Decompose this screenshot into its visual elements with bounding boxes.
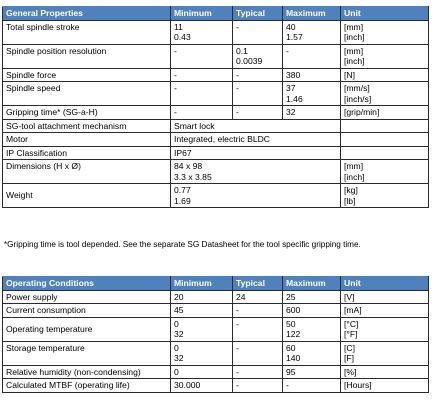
table-cell: Calculated MTBF (operating life) <box>3 379 171 393</box>
table-cell: SG-tool attachment mechanism <box>3 119 171 133</box>
table-cell: 11 0.43 <box>171 20 233 44</box>
table-row <box>3 119 429 133</box>
table-header-row <box>3 7 429 21</box>
table-cell: [mm] [inch] <box>341 44 429 68</box>
table-cell: - <box>233 379 283 393</box>
table-cell: 84 x 98 3.3 x 3.85 <box>171 160 341 184</box>
table-cell: 0.77 1.69 <box>171 184 341 208</box>
table-cell: - <box>171 68 233 82</box>
table-cell: 40 1.57 <box>283 20 341 44</box>
table-cell: Relative humidity (non-condensing) <box>3 365 171 379</box>
table-row <box>3 44 429 68</box>
table-cell: 0 32 <box>171 317 233 341</box>
table-row <box>3 146 429 160</box>
header-cell: Typical <box>233 7 283 21</box>
table-cell: [mA] <box>341 304 429 318</box>
table-cell: [mm] [inch] <box>341 20 429 44</box>
table-cell <box>341 119 429 133</box>
table-cell: 45 <box>171 304 233 318</box>
general-properties-table <box>2 6 429 208</box>
table-row <box>3 133 429 147</box>
footnote: *Gripping time is tool depended. See the separate SG Datasheet for the tool specific gripping time. <box>4 240 361 249</box>
table-cell: - <box>233 365 283 379</box>
table-row <box>3 160 429 184</box>
table-cell: - <box>233 82 283 106</box>
table-cell: 25 <box>283 290 341 304</box>
table-row <box>3 290 429 304</box>
table-cell: [mm] [inch] <box>341 160 429 184</box>
table-cell: 0.1 0.0039 <box>233 44 283 68</box>
table-row <box>3 82 429 106</box>
table-cell: Storage temperature <box>3 341 171 365</box>
table-cell: [°C] [°F] <box>341 317 429 341</box>
table-row <box>3 317 429 341</box>
table-cell: [kg] [lb] <box>341 184 429 208</box>
table-row <box>3 106 429 120</box>
table-cell <box>341 146 429 160</box>
table-cell: Current consumption <box>3 304 171 318</box>
table-row <box>3 184 429 208</box>
table-cell: Operating temperature <box>3 317 171 341</box>
table-cell: Total spindle stroke <box>3 20 171 44</box>
header-cell: Unit <box>341 277 429 291</box>
header-cell: Minimum <box>171 277 233 291</box>
header-cell: Unit <box>341 7 429 21</box>
table-cell: - <box>283 379 341 393</box>
table-cell: IP67 <box>171 146 341 160</box>
table-cell: 37 1.46 <box>283 82 341 106</box>
table-cell: 32 <box>283 106 341 120</box>
table-header-row <box>3 277 429 291</box>
table-cell: 380 <box>283 68 341 82</box>
table-cell: Power supply <box>3 290 171 304</box>
table-cell: Spindle position resolution <box>3 44 171 68</box>
table-cell: 0 <box>171 365 233 379</box>
header-cell: General Properties <box>3 7 171 21</box>
table-cell: - <box>171 106 233 120</box>
header-cell: Minimum <box>171 7 233 21</box>
table-cell: Gripping time* (SG-a-H) <box>3 106 171 120</box>
table-row <box>3 341 429 365</box>
table-cell: - <box>233 68 283 82</box>
table-cell: [%] <box>341 365 429 379</box>
operating-conditions-table <box>2 276 429 393</box>
header-cell: Maximum <box>283 277 341 291</box>
table-cell: [Hours] <box>341 379 429 393</box>
table-cell <box>341 133 429 147</box>
table-cell: [V] <box>341 290 429 304</box>
table-cell: 600 <box>283 304 341 318</box>
table-cell: 95 <box>283 365 341 379</box>
table-cell: - <box>233 341 283 365</box>
table-cell: - <box>233 106 283 120</box>
table-cell: [grip/min] <box>341 106 429 120</box>
table-cell: - <box>233 20 283 44</box>
table-cell: - <box>171 82 233 106</box>
table-cell: Smart lock <box>171 119 341 133</box>
table-row <box>3 304 429 318</box>
table-cell: - <box>171 44 233 68</box>
table-row <box>3 20 429 44</box>
table-cell: Spindle speed <box>3 82 171 106</box>
table-cell: [N] <box>341 68 429 82</box>
table-cell: - <box>283 44 341 68</box>
header-cell: Typical <box>233 277 283 291</box>
table-cell: [C] [F] <box>341 341 429 365</box>
table-cell: 24 <box>233 290 283 304</box>
table-cell: Integrated, electric BLDC <box>171 133 341 147</box>
table-cell: Weight <box>3 184 171 208</box>
table-cell: [mm/s] [inch/s] <box>341 82 429 106</box>
table-cell: IP Classification <box>3 146 171 160</box>
table-cell: - <box>233 317 283 341</box>
table-cell: 0 32 <box>171 341 233 365</box>
header-cell: Operating Conditions <box>3 277 171 291</box>
table-cell: 20 <box>171 290 233 304</box>
table-cell: 60 140 <box>283 341 341 365</box>
header-cell: Maximum <box>283 7 341 21</box>
table-cell: - <box>233 304 283 318</box>
table-row <box>3 68 429 82</box>
table-cell: Spindle force <box>3 68 171 82</box>
table-row <box>3 379 429 393</box>
table-cell: 30.000 <box>171 379 233 393</box>
table-row <box>3 365 429 379</box>
table-cell: Dimensions (H x Ø) <box>3 160 171 184</box>
table-cell: 50 122 <box>283 317 341 341</box>
table-cell: Motor <box>3 133 171 147</box>
